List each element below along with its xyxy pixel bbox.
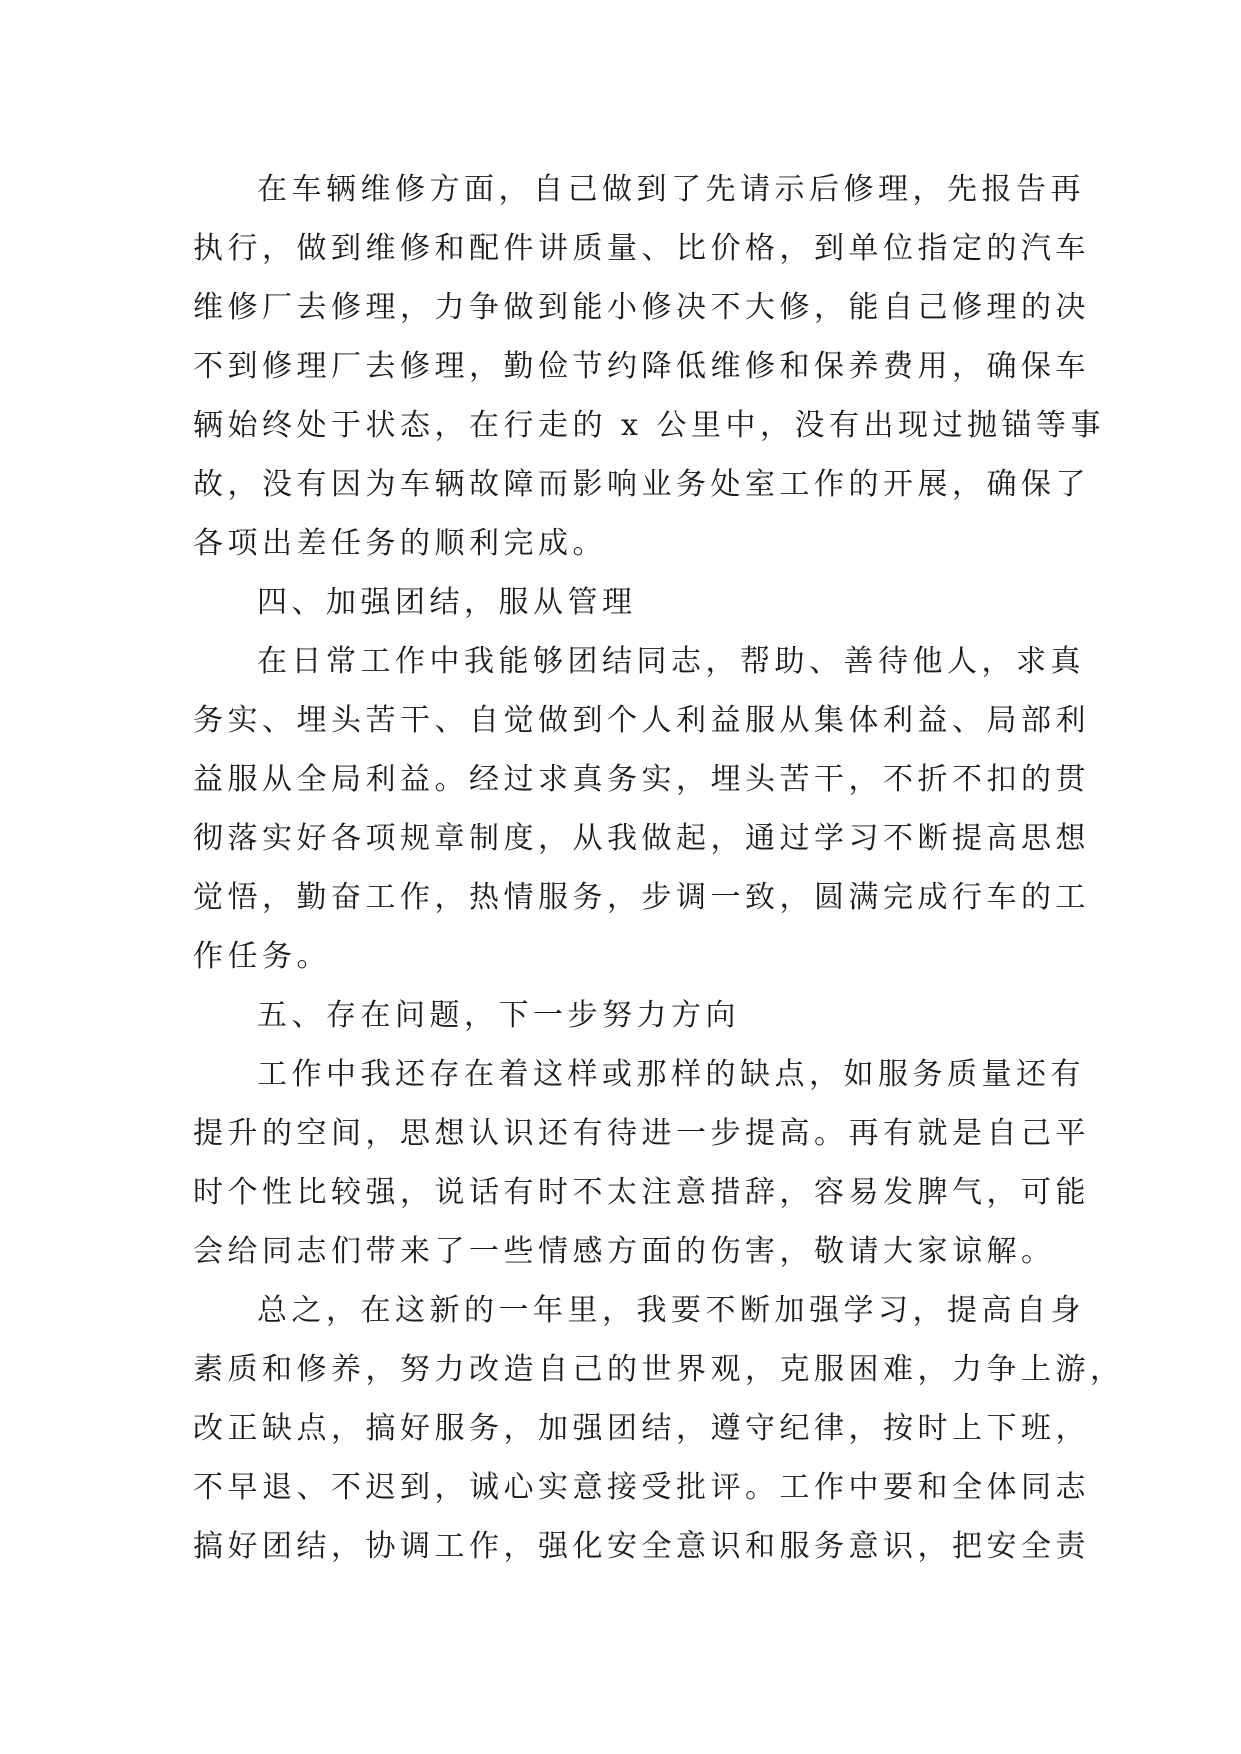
text-line: 维修厂去修理，力争做到能小修决不大修，能自己修理的决 xyxy=(193,290,1090,325)
text-line: 素质和修养，努力改造自己的世界观，克服困难，力争上游， xyxy=(193,1352,1125,1387)
text-line: 作任务。 xyxy=(193,939,331,974)
text-line: 各项出差任务的顺利完成。 xyxy=(193,526,607,561)
text-line: 不到修理厂去修理，勤俭节约降低维修和保养费用，确保车 xyxy=(193,349,1090,384)
text-line: 搞好团结，协调工作，强化安全意识和服务意识，把安全责 xyxy=(193,1529,1090,1564)
text-line: 故，没有因为车辆故障而影响业务处室工作的开展，确保了 xyxy=(193,467,1090,502)
text-line: 改正缺点，搞好服务，加强团结，遵守纪律，按时上下班， xyxy=(193,1411,1090,1446)
section-heading: 五、存在问题，下一步努力方向 xyxy=(257,998,740,1033)
text-line: 在车辆维修方面，自己做到了先请示后修理，先报告再 xyxy=(257,172,1085,207)
text-line: 总之，在这新的一年里，我要不断加强学习，提高自身 xyxy=(257,1293,1085,1328)
text-line: 在日常工作中我能够团结同志，帮助、善待他人，求真 xyxy=(257,644,1085,679)
text-line: 工作中我还存在着这样或那样的缺点，如服务质量还有 xyxy=(257,1057,1085,1092)
text-line: 提升的空间，思想认识还有待进一步提高。再有就是自己平 xyxy=(193,1116,1090,1151)
text-line: 时个性比较强，说话有时不太注意措辞，容易发脾气，可能 xyxy=(193,1175,1090,1210)
section-heading: 四、加强团结，服从管理 xyxy=(257,585,637,620)
document-body xyxy=(193,160,1125,1576)
text-line: 辆始终处于状态，在行走的 x 公里中，没有出现过抛锚等事 xyxy=(193,408,1105,443)
text-line: 觉悟，勤奋工作，热情服务，步调一致，圆满完成行车的工 xyxy=(193,880,1090,915)
text-line: 务实、埋头苦干、自觉做到个人利益服从集体利益、局部利 xyxy=(193,703,1090,738)
text-line: 会给同志们带来了一些情感方面的伤害，敬请大家谅解。 xyxy=(193,1234,1056,1269)
text-line: 不早退、不迟到，诚心实意接受批评。工作中要和全体同志 xyxy=(193,1470,1090,1505)
text-line: 彻落实好各项规章制度，从我做起，通过学习不断提高思想 xyxy=(193,821,1090,856)
text-line: 执行，做到维修和配件讲质量、比价格，到单位指定的汽车 xyxy=(193,231,1090,266)
text-line: 益服从全局利益。经过求真务实，埋头苦干，不折不扣的贯 xyxy=(193,762,1090,797)
